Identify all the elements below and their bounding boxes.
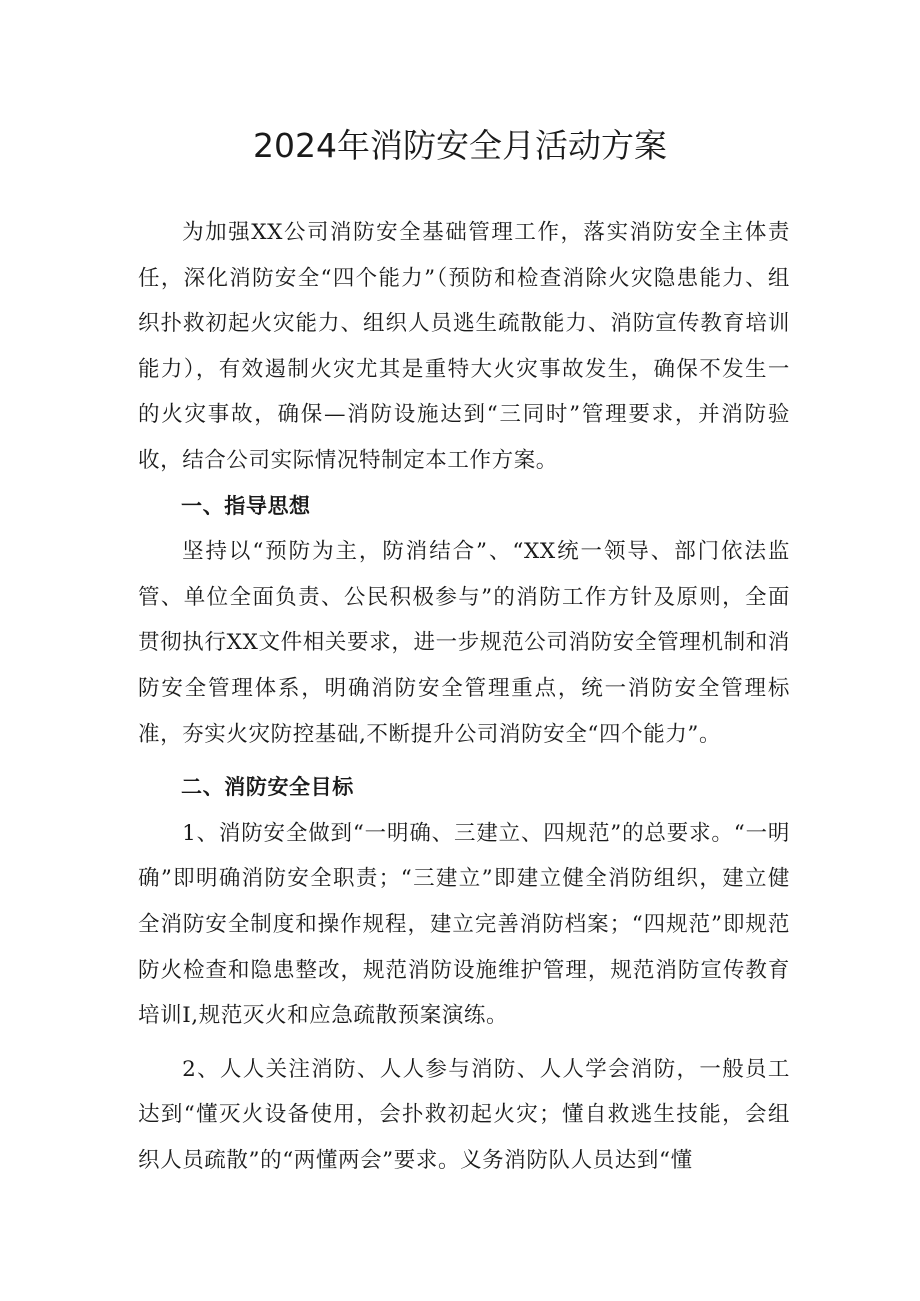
safety-goal-item-1: 1、消防安全做到“一明确、三建立、四规范”的总要求。“一明确”即明确消防安全职责；“三建立”即建立健全消防组织，建立健全消防安全制度和操作规程，建立完善消防档案；“四规范”即规范防火检查和隐患整改，规范消防设施维护管理，规范消防宣传教育培训I,规范灭火和应急疏散预案演练。 xyxy=(138,820,790,1029)
section-heading-safety-goals: 二、消防安全目标 xyxy=(181,775,354,800)
document-body xyxy=(138,210,790,1183)
document-title: 2024年消防安全月活动方案 xyxy=(253,126,667,165)
guiding-ideology-paragraph: 坚持以“预防为主，防消结合”、“XX统一领导、部门依法监管、单位全面负责、公民积极参与”的消防工作方针及原则，全面贯彻执行XX文件相关要求，进一步规范公司消防安全管理机制和消防安全管理体系，明确消防安全管理重点，统一消防安全管理标准，夯实火灾防控基础,不断提升公司消防安全“四个能力”。 xyxy=(138,539,790,747)
intro-paragraph: 为加强XX公司消防安全基础管理工作，落实消防安全主体责任，深化消防安全“四个能力”（预防和检查消除火灾隐患能力、组织扑救初起火灾能力、组织人员逃生疏散能力、消防宣传教育培训能力），有效遏制火灾尤其是重特大火灾事故发生，确保不发生一的火灾事故，确保—消防设施达到“三同时”管理要求，并消防验收，结合公司实际情况特制定本工作方案。 xyxy=(138,220,790,473)
paragraph-spacer xyxy=(138,1039,790,1047)
section-spacer xyxy=(138,757,790,765)
section-heading-guiding-ideology: 一、指导思想 xyxy=(181,493,311,518)
safety-goal-item-2: 2、人人关注消防、人人参与消防、人人学会消防，一般员工达到“懂灭火设备使用，会扑救初起火灾；懂自救逃生技能，会组织人员疏散”的“两懂两会”要求。义务消防队人员达到“懂 xyxy=(138,1056,790,1173)
